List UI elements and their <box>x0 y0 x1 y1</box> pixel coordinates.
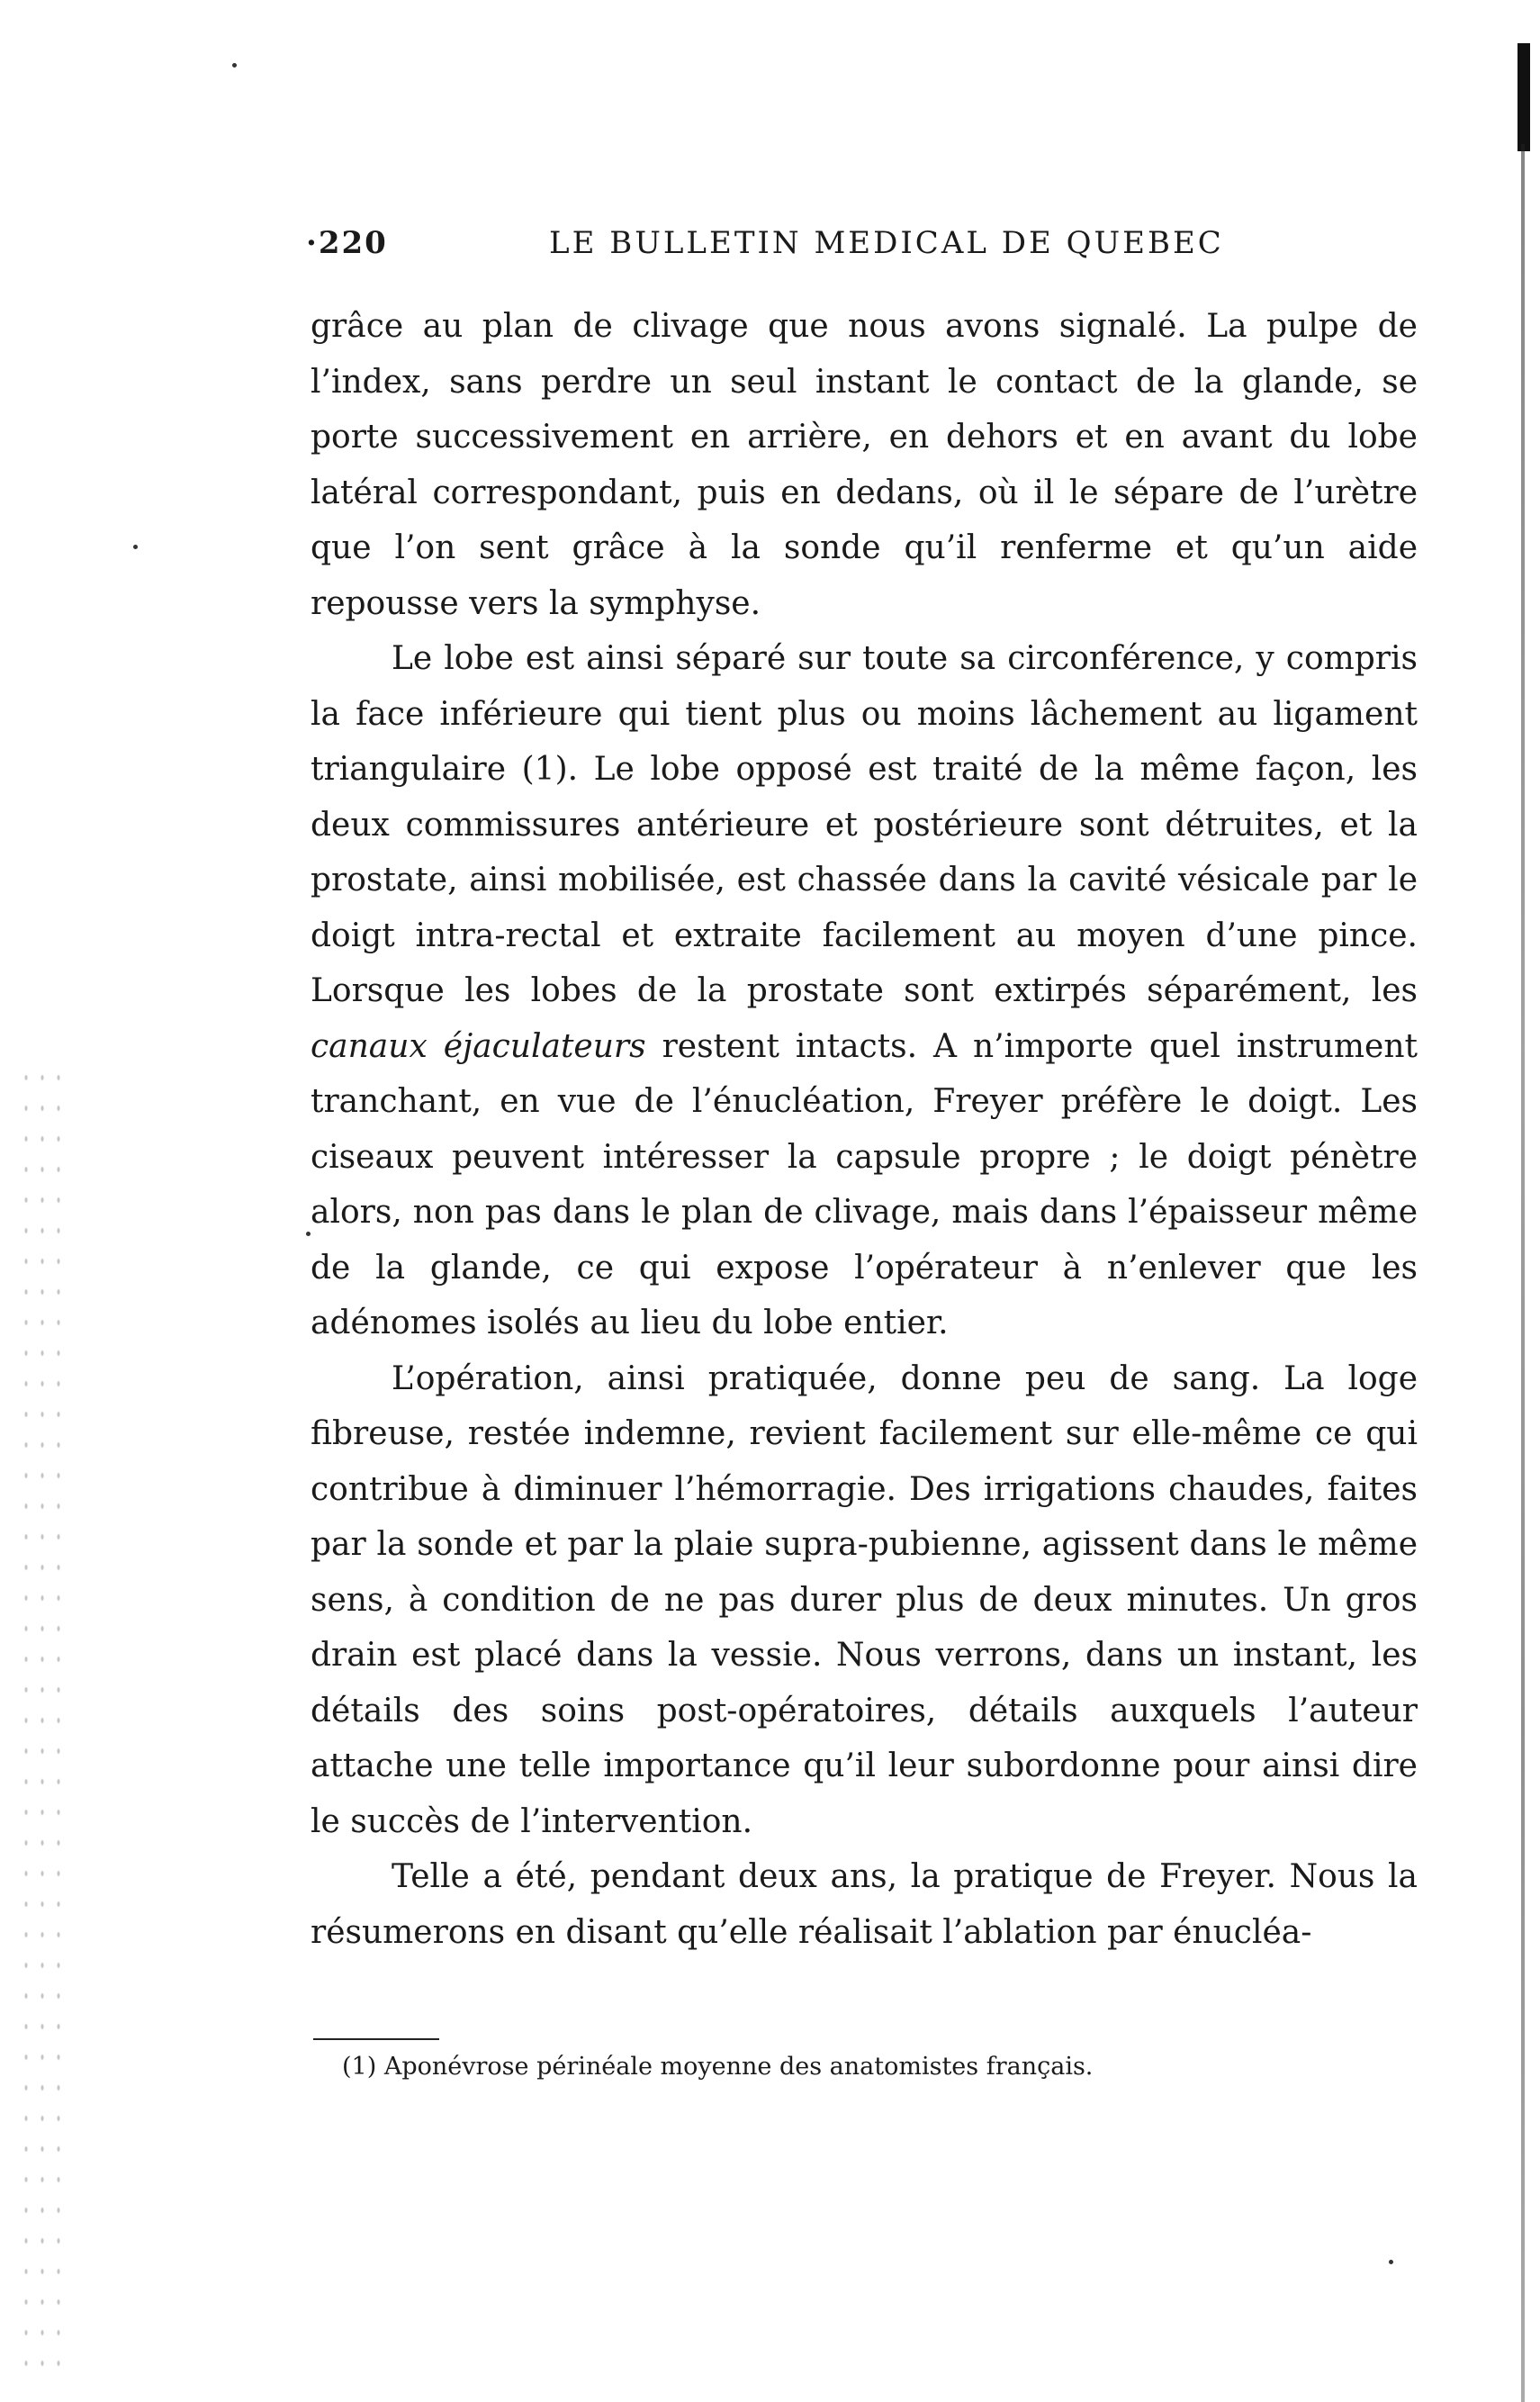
scan-speck <box>133 545 138 549</box>
paragraph-operation: L’opération, ainsi pratiquée, donne peu de sang. La loge fibreuse, restée indemne, revient facilement sur elle-même ce qui contribue à diminuer l’hémorragie. Des irrigations chaudes, faites par la sonde et par la plaie supra-pubienne, agissent dans le même sens, à condition de ne pas durer plus de deux minutes. Un gros drain est placé dans la vessie. Nous verrons, dans un instant, les détails des soins post-opératoires, détails auxquels l’auteur attache une telle importance qu’il leur subordonne pour ainsi dire le succès de l’intervention. <box>311 1359 1418 1840</box>
running-header <box>306 225 1422 270</box>
article-body <box>311 299 1418 1960</box>
italic-term: canaux éjaculateurs <box>311 1027 646 1065</box>
footnote-separator <box>313 2038 439 2040</box>
paragraph-lobe-separation <box>311 631 1418 1351</box>
scan-noise <box>18 1062 72 2368</box>
scan-speck <box>1389 2260 1393 2264</box>
scan-speck <box>232 63 237 68</box>
paragraph-continuation: grâce au plan de clivage que nous avons signalé. La pulpe de l’index, sans perdre un seul instant le contact de la glande, se porte successivement en arrière, en dehors et en avant du lobe latéral correspondant, puis en dedans, où il le sépare de l’urètre que l’on sent grâce à la sonde qu’il renferme et qu’un aide repousse vers la symphyse. <box>311 308 1418 622</box>
page-edge-mark <box>1517 43 1530 151</box>
page-number: ·220 <box>306 225 388 261</box>
paragraph-freyer-practice: Telle a été, pendant deux ans, la pratique de Freyer. Nous la résumerons en disant qu’elle réalisait l’ablation par énucléa- <box>311 1858 1418 1951</box>
running-title: LE BULLETIN MEDICAL DE QUEBEC <box>549 225 1224 261</box>
paragraph-text: restent intacts. A n’importe quel instrument tranchant, en vue de l’énucléation, Freyer préfère le doigt. Les ciseaux peuvent intéresser la capsule propre ; le doigt pénètre alors, non pas dans le plan de clivage, mais dans l’épaisseur même de la glande, ce qui expose l’opérateur à n’enlever que les adénomes isolés au lieu du lobe entier. <box>311 1027 1418 1341</box>
page-edge-shadow <box>1521 144 1525 2402</box>
paragraph-text: Le lobe est ainsi séparé sur toute sa circonférence, y compris la face inférieure qui tient plus ou moins lâchement au ligament triangulaire (1). Le lobe opposé est traité de la même façon, les deux commissures antérieure et postérieure sont détruites, et la prostate, ainsi mobilisée, est chassée dans la cavité vésicale par le doigt intra-rectal et extraite facilement au moyen d’une pince. Lorsque les lobes de la prostate sont extirpés séparément, les <box>311 640 1418 1009</box>
footnote: (1) Aponévrose périnéale moyenne des anatomistes français. <box>342 2053 1094 2081</box>
